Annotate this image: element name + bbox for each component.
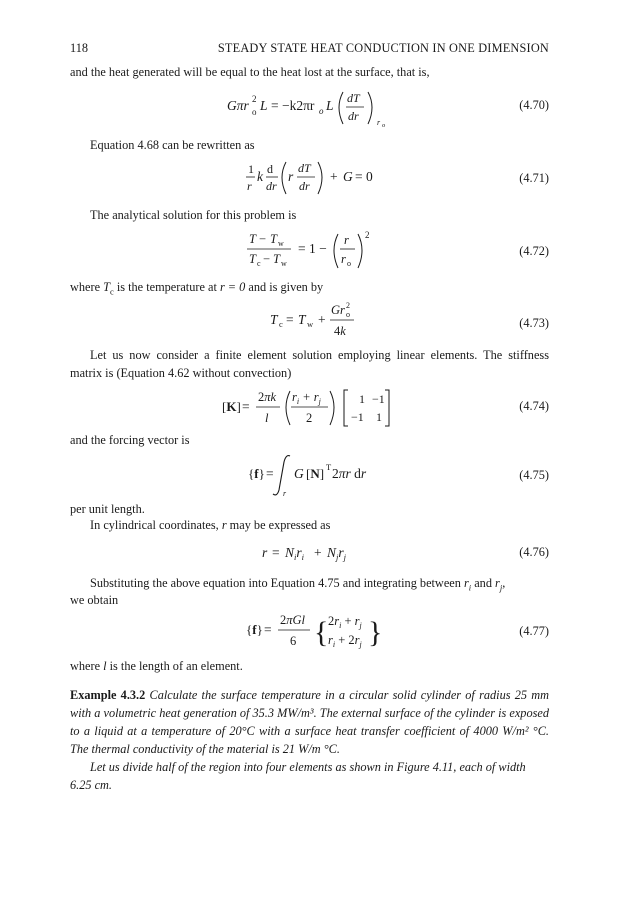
svg-text:{f}: {f} bbox=[246, 622, 263, 637]
paragraph-heat-balance: and the heat generated will be equal to the heat lost at the surface, that is, bbox=[70, 65, 430, 79]
paragraph-per-unit-length: per unit length. bbox=[70, 502, 145, 516]
svg-text:o: o bbox=[347, 259, 351, 268]
svg-text:= −k2πr: = −k2πr bbox=[271, 98, 315, 113]
example-statement: Calculate the surface temperature in a circular solid cylinder of radius 25 mm with a volumetric heat generation of 35.3 MW/m³. The external surface of the cylinder is exposed to a liquid at a temperature of 20°C with a surface heat transfer coefficient of 4000 W/m² °C. The thermal conductivity of the material is 21 W/m °C. bbox=[70, 688, 550, 756]
svg-text:k: k bbox=[257, 169, 263, 184]
paragraph-analytical: The analytical solution for this problem is bbox=[90, 208, 297, 222]
equation-number-4-77: (4.77) bbox=[519, 624, 549, 638]
svg-text:G: G bbox=[343, 169, 353, 184]
svg-text:1: 1 bbox=[376, 410, 382, 424]
equation-4-75 bbox=[246, 452, 376, 498]
svg-text:dT: dT bbox=[347, 91, 360, 105]
svg-text:2πk: 2πk bbox=[258, 390, 277, 404]
svg-text:−1: −1 bbox=[351, 410, 364, 424]
svg-text:6: 6 bbox=[290, 634, 297, 648]
svg-text:T: T bbox=[270, 312, 278, 327]
svg-text:dr: dr bbox=[299, 179, 310, 193]
example-label: Example 4.3.2 bbox=[70, 688, 146, 702]
svg-text:c: c bbox=[257, 259, 261, 268]
svg-text:o: o bbox=[319, 106, 324, 116]
paragraph-forcing-vector: and the forcing vector is bbox=[70, 433, 190, 447]
svg-text:2: 2 bbox=[306, 411, 313, 425]
svg-text:2: 2 bbox=[365, 230, 370, 240]
svg-text:Niri: $N_ir_i$ bbox=[285, 545, 305, 562]
equation-4-74 bbox=[220, 386, 400, 430]
svg-text:1: 1 bbox=[248, 162, 254, 176]
equation-4-77 bbox=[244, 608, 384, 654]
svg-text:{f}: {f} bbox=[248, 466, 265, 481]
svg-text:o: o bbox=[252, 107, 257, 117]
page-number: 118 bbox=[70, 41, 88, 55]
svg-text:2: 2 bbox=[252, 94, 257, 104]
paragraph-cylindrical: In cylindrical coordinates, r may be expressed as bbox=[90, 518, 331, 532]
svg-text:= 0: = 0 bbox=[355, 169, 373, 184]
svg-text:2: 2 bbox=[346, 301, 350, 310]
svg-text:{: { bbox=[314, 616, 329, 649]
svg-text:ri + rj: $r_i + r_j$ bbox=[292, 390, 321, 406]
equation-number-4-70: (4.70) bbox=[519, 98, 549, 112]
equation-4-70 bbox=[225, 86, 395, 130]
svg-text:=: = bbox=[264, 622, 272, 637]
svg-text:r: r bbox=[262, 545, 268, 560]
paragraph-substituting: Substituting the above equation into Equation 4.75 and integrating between $r_i$ and $r_j$, bbox=[90, 576, 506, 593]
svg-text:=: = bbox=[266, 466, 274, 481]
svg-text:G: G bbox=[294, 466, 304, 481]
svg-text:[N]: [N] bbox=[306, 466, 325, 481]
svg-text:w: w bbox=[281, 259, 287, 268]
svg-text:Gr: Gr bbox=[331, 303, 345, 317]
equation-number-4-76: (4.76) bbox=[519, 545, 549, 559]
svg-text:l: l bbox=[265, 411, 269, 425]
paragraph-length-element: where l is the length of an element. bbox=[70, 659, 243, 673]
svg-text:+: + bbox=[314, 545, 322, 560]
svg-text:o: o bbox=[346, 310, 350, 319]
svg-text:r: r bbox=[341, 252, 346, 266]
equation-4-72 bbox=[247, 226, 377, 274]
svg-text:r: r bbox=[377, 118, 381, 127]
equation-number-4-73: (4.73) bbox=[519, 316, 549, 330]
svg-text:T: T bbox=[270, 232, 277, 246]
svg-text:Gπr: Gπr bbox=[227, 98, 249, 113]
svg-text:L: L bbox=[260, 98, 268, 113]
equation-number-4-75: (4.75) bbox=[519, 468, 549, 482]
svg-text:T: T bbox=[249, 232, 256, 246]
svg-text:T: T bbox=[326, 462, 332, 472]
svg-text:T: T bbox=[273, 252, 280, 266]
svg-text:=: = bbox=[272, 545, 280, 560]
svg-text:dr: dr bbox=[266, 179, 277, 193]
svg-text:ri + 2rj: $r_i + 2r_j$ bbox=[328, 633, 362, 649]
svg-text:+: + bbox=[330, 169, 338, 184]
equation-4-71 bbox=[246, 156, 376, 200]
equation-4-73 bbox=[268, 298, 358, 342]
example-continuation: Let us divide half of the region into four elements as shown in Figure 4.11, each of width 6.25 cm. bbox=[70, 760, 526, 792]
svg-text:−: − bbox=[259, 232, 267, 246]
svg-text:T: T bbox=[298, 312, 306, 327]
svg-text:T: T bbox=[249, 252, 256, 266]
equation-4-76 bbox=[260, 540, 380, 566]
equation-number-4-71: (4.71) bbox=[519, 171, 549, 185]
paragraph-finite-element: Let us now consider a finite element solution employing linear elements. The stiffness matrix is (Equation 4.62 without convection) bbox=[70, 348, 549, 380]
svg-text:r: r bbox=[247, 179, 252, 193]
svg-text:1: 1 bbox=[359, 392, 365, 406]
svg-text:dr: dr bbox=[348, 109, 359, 123]
svg-text:o: o bbox=[382, 122, 386, 129]
svg-text:−: − bbox=[263, 252, 271, 266]
paragraph-we-obtain: we obtain bbox=[70, 593, 119, 607]
svg-text:}: } bbox=[368, 616, 383, 649]
example-4-3-2 bbox=[70, 686, 549, 758]
svg-text:d: d bbox=[267, 162, 273, 176]
svg-text:[K]: [K] bbox=[222, 399, 241, 414]
svg-text:r: r bbox=[283, 489, 287, 498]
svg-text:= 1 −: = 1 − bbox=[298, 241, 327, 256]
paragraph-where-tc: where $T_c$ is the temperature at r = 0 and is given by bbox=[70, 280, 324, 297]
paragraph-rewritten: Equation 4.68 can be rewritten as bbox=[90, 138, 255, 152]
svg-text:r: r bbox=[344, 233, 349, 247]
svg-text:=: = bbox=[286, 312, 294, 327]
svg-text:−1: −1 bbox=[372, 392, 385, 406]
svg-text:L: L bbox=[326, 98, 334, 113]
svg-text:dT: dT bbox=[298, 161, 311, 175]
svg-text:w: w bbox=[278, 239, 284, 248]
equation-number-4-72: (4.72) bbox=[519, 244, 549, 258]
svg-text:r: r bbox=[288, 169, 294, 184]
svg-text:c: c bbox=[279, 319, 283, 329]
svg-text:2πGl: 2πGl bbox=[280, 613, 306, 627]
svg-text:+: + bbox=[318, 312, 326, 327]
svg-text:4k: 4k bbox=[334, 324, 346, 338]
svg-text:2πr dr: 2πr dr bbox=[332, 466, 367, 481]
svg-text:2ri + rj: $2r_i + r_j$ bbox=[328, 614, 362, 630]
svg-text:w: w bbox=[307, 319, 314, 329]
svg-text:=: = bbox=[242, 399, 250, 414]
running-header: STEADY STATE HEAT CONDUCTION IN ONE DIMENSION bbox=[217, 41, 549, 55]
svg-text:Njrj: $N_jr_j$ bbox=[327, 545, 347, 562]
equation-number-4-74: (4.74) bbox=[519, 399, 549, 413]
